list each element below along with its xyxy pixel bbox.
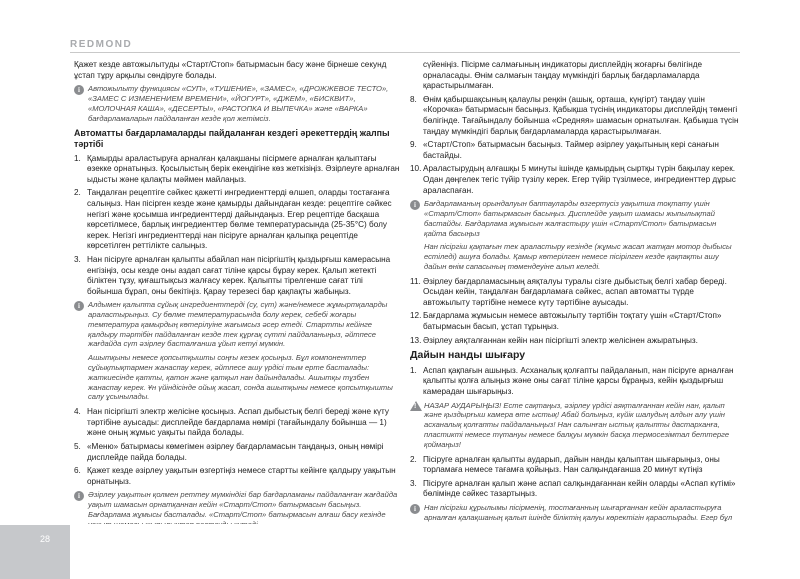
info-icon: i bbox=[74, 301, 84, 311]
list-item: 6. Қажет кезде әзірлеу уақытын өзгертіңіз немесе стартты кейінге қалдыру уақытын орнатыңыз. bbox=[74, 466, 396, 486]
steps-list bbox=[74, 407, 400, 487]
info-icon: i bbox=[74, 491, 84, 501]
page-number-tab bbox=[0, 525, 70, 579]
list-item: 9. «Старт/Стоп» батырмасын басыңыз. Таймер әзірлеу уақытының кері санағын бастайды. bbox=[410, 140, 719, 160]
header-divider bbox=[70, 52, 740, 53]
steps-list bbox=[410, 366, 740, 398]
steps-list bbox=[410, 277, 740, 347]
note-text: Нан пісіргіш қақпағын тек араластыру кезінде (жұмыс жасап жатқан мотор дыбысы естіледі) ашуға болады. Қамыр көтерілген немесе пісірілген кезде қақпақты ашу дайын өнім сапасының төмендеуіне алып келеді. bbox=[424, 242, 732, 271]
steps-list bbox=[410, 455, 740, 500]
list-item: 8. Өнім қабыршақсының қалаулы реңкін (ашық, орташа, күңгірт) таңдау үшін «Корочка» батырмасын басыңыз. Қабықша түсінің индикаторы дисплейдің төменгі бөлігінде. Тағайындалу бойынша «Средняя» шамасын орнатылған. Қабықша түсін таңдау мүмкіндігі барлық бағдарламаларда қарастырылмаған. bbox=[410, 94, 739, 136]
list-item: 1. Аспап қақпағын ашыңыз. Асханалық қолғапты пайдаланып, нан пісіруге арналған қалыпты қолға алыңыз және оны сағат тіліне қарсы бұраңыз, кейін қыздырғыш камерадан шығарыңыз. bbox=[410, 365, 734, 397]
info-note bbox=[74, 84, 400, 123]
list-item: 3. Пісіруге арналған қалып және аспап салқындағаннан кейін оларды «Аспап күтімі» бөлімінде сәйкес тазартыңыз. bbox=[410, 478, 736, 499]
steps-list bbox=[410, 95, 740, 196]
info-icon: i bbox=[410, 504, 420, 514]
warning-note bbox=[410, 401, 740, 450]
note-text: Ашытқыны немесе қопсытқышты соңғы кезек қосыңыз. Бұл компоненттер сұйықтықтармен жанаспау керек, әйтпесе ашу үрдісі тым ерте басталады: жаткиесінде қатты, қатон және қатқыл нан дайындалады. Ашытқы тұзбен жанаспау керек. Ұн үйіндісінде ойық жасап, сонда ашытқыны немесе қопсытқышты салу ұсынылады. bbox=[88, 353, 393, 402]
note-text: НАЗАР АУДАРЫҢЫЗ! Есте сақтаңыз, әзірлеу үрдісі аяқталғаннан кейін нан, қалып және қыздырғыш камера өте ыстық! Абай болыңыз, күйік шалудың алдын алу үшін асханалық қолғапты пайдаланыңыз! Нан салынған ыстық қалыпты дастарханға, пластикті немесе түтануы немесе балқуы мүмкін басқа термосезімтал беттерге қоймаңыз! bbox=[424, 400, 730, 449]
intro-paragraph: Қажет кезде автожылытуды «Старт/Стоп» батырмасын басу және бірнеше секунд ұстап тұру арқылы сөндіруге болады. bbox=[74, 60, 387, 80]
footer-band bbox=[0, 524, 800, 579]
list-item: 1. Қамырды араластыруға арналған қалақшаны пісірмеге арналған қалыптағы өзекке орнатыңыз. Қосылыстың берік екендігіне көз жеткізіңіз. Әзірлеуге арналған ыдысты және қалақты мәймен майлаңыз. bbox=[74, 153, 400, 184]
note-text: Бағдарламаның орындалуын баптауларды өзгертусіз уақытша тоқтату үшін «Старт/Стоп» батырмасын басыңыз. Дисплейде уақыт шамасы жыпылықтай бастайды. Бағдарлама жұмысын жалғастыру үшін «Старт/Стоп» батырмасын қайта басыңыз bbox=[424, 199, 717, 238]
info-note bbox=[410, 199, 740, 272]
list-item: 4. Нан пісіргішті электр желісіне қосыңыз. Аспап дыбыстық белгі береді және күту тәртібіне ауысады: дисплейде бағдарлама нөмірі (тағайындалу бойынша — 1) және оның жұмыс уақыты пайда болады. bbox=[74, 407, 389, 438]
right-column bbox=[410, 60, 740, 547]
steps-list bbox=[74, 154, 400, 298]
info-icon: i bbox=[74, 85, 84, 95]
page-number: 28 bbox=[40, 534, 51, 544]
list-item: 2. Пісіруге арналған қалыпты аударып, дайын нанды қалыптан шығарыңыз, оны торламаға немесе тағамға қойыңыз. Нан салқындағанша 20 минут күтіңіз bbox=[410, 454, 720, 475]
warning-icon: ! bbox=[410, 401, 422, 411]
list-item: 11. Әзірлеу бағдарламасының аяқталуы туралы сізге дыбыстық белгі хабар береді. Осыдан кейін, таңдалған бағдарламаға сәйкес, аспап автоматты түрде автожылыту тәртібіне немесе күту тәртібіне ауысады. bbox=[410, 276, 727, 307]
list-item: 12. Бағдарлама жұмысын немесе автожылыту тәртібін тоқтату үшін «Старт/Стоп» батырмасын басып, ұстап тұрыңыз. bbox=[410, 311, 722, 332]
section-heading: Дайын нанды шығару bbox=[410, 349, 526, 362]
section-heading: Автоматты бағдарламаларды пайдаланған кездегі әрекеттердің жалпы тәртібі bbox=[74, 128, 390, 149]
list-item: 5. «Меню» батырмасы көмегімен әзірлеу бағдарламасын таңдаңыз, оның нөмірі дисплейде пайда болады. bbox=[74, 442, 384, 462]
list-item: 3. Нан пісіруге арналған қалыпты абайлап нан пісіргіштің қыздырғыш камерасына енгізіңіз, осы кезде оны аздап сағат тіліне қарсы бұрау керек. Қалып жетекті біліктен тұзу, қиғаштықсыз жалғасу керек. Қалыпты тірелгенше сағат тілі бойынша бұрап, оны бекітіңіз. Қарау терезесі бар қақпақты жабыңыз. bbox=[74, 254, 391, 296]
note-text: Автожылыту функциясы «СУП», «ТУШЕНИЕ», «ЗАМЕС», «ДРОЖЖЕВОЕ ТЕСТО», «ЗАМЕС С ИЗМЕНЕНИЕМ ВРЕМЕНИ», «ЙОГУРТ», «ДЖЕМ», «БИСКВИТ», «МОЛОЧНАЯ КАША», «ДЕСЕРТЫ», «РАСТОПКА И ВЫПЕЧКА» және «ВАРКА» бағдарламаларын пайдаланған кезде қол жетімсіз. bbox=[88, 84, 389, 123]
info-note bbox=[74, 300, 400, 402]
continued-paragraph: сүйеніңіз. Пісірме салмағының индикаторы дисплейдің жоғарғы бөлігінде орналасады. Өнім салмағын таңдау мүмкіндігі барлық бағдарламаларда қарастырылмаған. bbox=[423, 60, 703, 91]
note-text: Әзірлеу уақытын қолмен реттеу мүмкіндігі бар бағдарламаны пайдаланған жағдайда уақыт шамасын орнатқаннан кейін «Старт/Стоп» батырмасын басыңыз. Бағдарлама жұмысы басталады. «Старт/Стоп» батырмасын алғаш басу кезінде bbox=[88, 490, 398, 519]
brand-logo: REDMOND bbox=[70, 39, 133, 50]
note-text: Алдымен қалыпта сұйық ингредиенттерді (су, сүт) және/немесе жұмыртқаларды араластырыңыз. Су бөлме температурасында болу керек, себебі жоғары температура қамырдың көтерілуіне жағымсыз әсер етеді. Стартты кейінге қалдыру тәртібін пайдаланған кезде тек құрғақ сүтті пайдаланыңыз, әйтпесе жағдайда сүт әзірлеу басталғанша ұйып кетуі мүмкін. bbox=[88, 300, 388, 349]
info-icon: i bbox=[410, 200, 420, 210]
list-item: 10. Араластырудың алғашқы 5 минуты ішінде қамырдың сыртқы түрін бақылау керек. Одан дөңгелек тегіс түйір түзілу керек. Егер түйір түзілмесе, ингредиенттер дұрыс араласпаған. bbox=[410, 164, 736, 195]
list-item: 13. Әзірлеу аяқталғаннан кейін нан пісіргішті электр желісінен ажыратыңыз. bbox=[410, 335, 698, 345]
left-column bbox=[74, 60, 400, 569]
list-item: 2. Таңдалған рецептіге сәйкес қажетті ингредиенттерді өлшеп, оларды тостағанға салыңыз. Нан пісірген кезде және қамырды дайындаған кезде: рецептіге сәйкес негізгі және қосымша ингредиенттерді дайындаңыз. Егер рецептіде басқаша көрсетілмесе, барлық ингредиенттер бөлме температурасында (25-35°C) болу керек. Негізгі ингредиенттерді нан пісіруге арналған қалыпқа рецептіде көрсетілген реттілікте салыңыз. bbox=[74, 188, 392, 251]
note-text: Нан пісіргіш құрылымы пісірменің, тостағанның шығарғаннан кейін араластыруға арналған қалақшаның қалып ішінде біліктің қалуы көректігін қарастырады. Егер бұл bbox=[424, 503, 733, 522]
